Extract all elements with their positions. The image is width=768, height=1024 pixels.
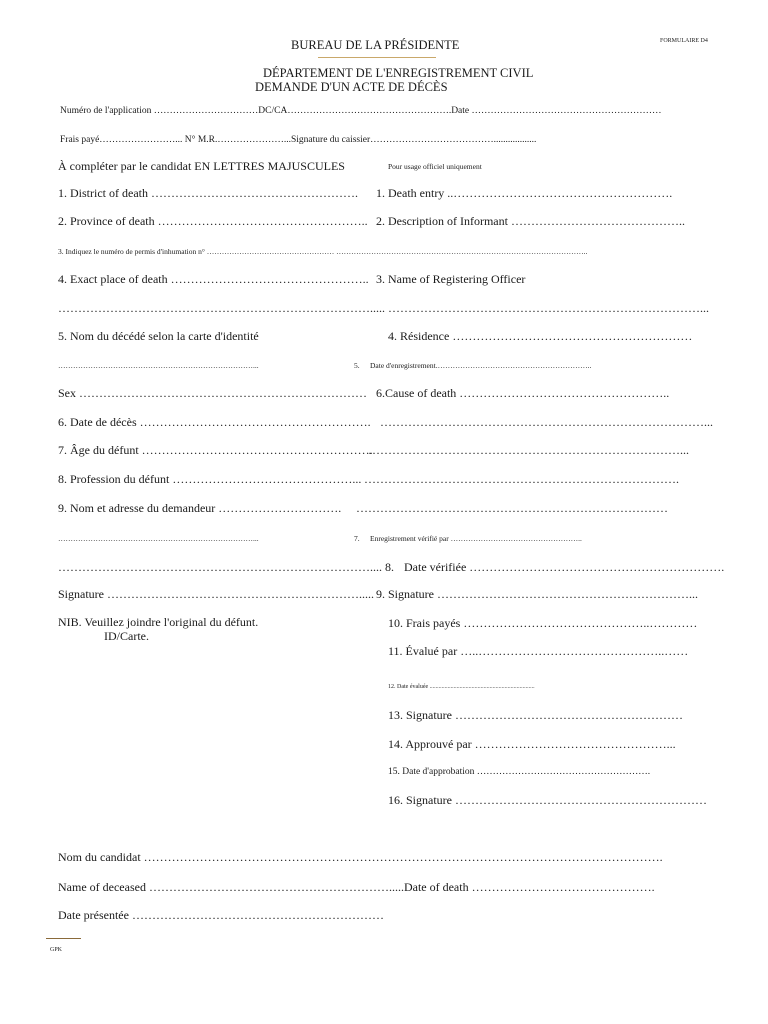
- official-use-label: Pour usage officiel uniquement: [388, 162, 482, 171]
- field-cause-continuation-2: ……………………………………………………………………...: [368, 443, 689, 457]
- field-date-verified-number: 8.: [385, 560, 394, 574]
- field-province-of-death: 2. Province of death ……………………………………………..: [58, 214, 368, 228]
- field-cause-continuation-1: ………………………………………………………………………...: [380, 415, 713, 429]
- field-verified-by: Enregistrement vérifié par ……………………………………………..: [370, 534, 582, 543]
- field-residence: 4. Résidence ……………………………………………………: [388, 329, 693, 343]
- footer-code: GPK: [50, 947, 63, 953]
- office-title: BUREAU DE LA PRÉSIDENTE: [291, 38, 460, 52]
- field-cause-of-death: 6.Cause of death ……………………………………………..: [376, 386, 670, 400]
- field-cause-continuation-4: ……………………………………………………………………: [356, 501, 668, 515]
- field-registration-date-number: 5.: [354, 361, 360, 370]
- field-assessed-by: 11. Évalué par …..………………………………………..……: [388, 644, 689, 658]
- field-exact-place-continuation: …………………………………………………………………….....: [58, 301, 385, 315]
- field-exact-place-of-death: 4. Exact place of death …………………………………………..: [58, 272, 369, 286]
- field-signature: Signature ……………………………………………………….....: [58, 587, 374, 601]
- header-divider: [318, 57, 436, 58]
- field-district-of-death: 1. District of death …………………………………………….: [58, 186, 358, 200]
- field-date-presented: Date présentée ………………………………………………………: [58, 908, 384, 922]
- field-deceased-name-continuation: ……………………………………………………………………...: [58, 361, 259, 370]
- field-applicant-name-address: 9. Nom et adresse du demandeur ………………………….: [58, 501, 342, 515]
- field-signature-16: 16. Signature ………………………………………………………: [388, 793, 707, 807]
- field-approval-date: 15. Date d'approbation ……………………………………………….: [388, 767, 651, 777]
- field-death-entry: 1. Death entry ..……………………………………………….: [376, 186, 673, 200]
- instruction: À compléter par le candidat EN LETTRES MAJUSCULES: [58, 159, 345, 173]
- field-registering-officer-continuation: ……………………………………………………………………...: [388, 301, 709, 315]
- field-date-of-death: 6. Date de décès ………………………………………………….: [58, 415, 371, 429]
- field-deceased-name: 5. Nom du décédé selon la carte d'identité: [58, 329, 259, 343]
- field-official-signature: 9. Signature ………………………………………………………...: [376, 587, 698, 601]
- field-registering-officer: 3. Name of Registering Officer: [376, 272, 526, 286]
- application-number-line: Numéro de l'application ……………………………DC/CA…………………………………………….Date ……………………………………………………: [60, 106, 662, 116]
- field-cause-continuation-3: …………………………………………………………………….: [364, 472, 679, 486]
- field-informant-description: 2. Description of Informant ……………………………………..: [376, 214, 685, 228]
- field-signature-13: 13. Signature …………………………………………………: [388, 708, 683, 722]
- field-applicant-continuation-1: ……………………………………………………………………...: [58, 534, 259, 543]
- field-registration-date: Date d'enregistrement.……………………………………………………..: [370, 361, 592, 370]
- field-sex: Sex ………………………………………………………………: [58, 386, 367, 400]
- field-applicant-continuation-2: ……………………………………………………………………....: [58, 560, 382, 574]
- field-fees-paid: 10. Frais payés ………………………………………..…………: [388, 616, 698, 630]
- field-date-assessed: 12. Date évaluée ......................................................................: [388, 684, 535, 690]
- note-id-card-continuation: ID/Carte.: [104, 629, 149, 643]
- fees-line: Frais payé……………………... N° M.R.…………………...Signature du caissier…………………………………..................: [60, 135, 537, 145]
- field-approved-by: 14. Approuvé par …………………………………………...: [388, 737, 676, 751]
- department-title: DÉPARTEMENT DE L'ENREGISTREMENT CIVIL: [263, 66, 534, 80]
- field-date-verified: Date vérifiée ……………………………………………………….: [404, 560, 725, 574]
- field-verified-by-number: 7.: [354, 534, 360, 543]
- field-candidate-name: Nom du candidat ………………………………………………………………………………………………………………….: [58, 850, 663, 864]
- field-age: 7. Âge du défunt ………………………………………………….: [58, 443, 373, 457]
- form-code: FORMULAIRE D4: [660, 38, 708, 44]
- field-profession: 8. Profession du défunt ………………………………………...: [58, 472, 362, 486]
- form-title: DEMANDE D'UN ACTE DE DÉCÈS: [255, 80, 448, 94]
- field-deceased-name-date-of-death: Name of deceased …………………………………………………….....Date of death ……………………………………….: [58, 880, 655, 894]
- field-burial-permit: 3. Indiquez le numéro de permis d'inhumation n° …………………………………………… ………………………………………………………………………………………..: [58, 247, 588, 256]
- footer-divider: [46, 938, 81, 939]
- note-id-card: NIB. Veuillez joindre l'original du défunt.: [58, 615, 259, 629]
